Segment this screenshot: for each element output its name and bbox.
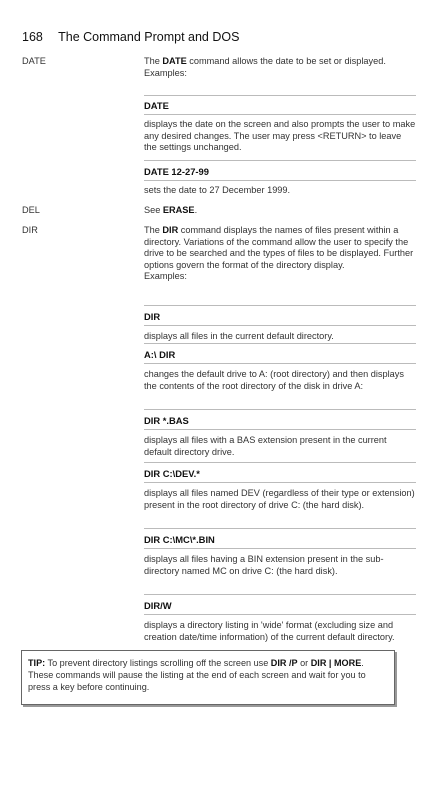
dir-example-5-desc: displays all files having a BIN extension present in the sub-directory named MC on drive C: (the hard disk).	[144, 554, 384, 576]
del-see-ref: ERASE	[162, 205, 195, 215]
tip-label: TIP:	[28, 658, 46, 668]
dir-example-4-desc: displays all files named DEV (regardless of their type or extension) present in the root directory of drive C: (the hard disk).	[144, 488, 415, 510]
divider	[144, 343, 416, 344]
date-example-1: DATE	[144, 100, 169, 111]
divider	[144, 462, 416, 463]
del-see-end: .	[194, 205, 198, 215]
term-dir: DIR	[22, 225, 38, 235]
dir-example-1: DIR	[144, 311, 161, 322]
page-number: 168	[22, 30, 43, 44]
del-description	[144, 205, 416, 217]
dir-desc-text-b: command displays the names of files present within a directory. Variations of the command allow the user to specify the drive to be searched and the types of files to be displayed. Further options govern the format of the directory display.	[144, 225, 414, 270]
term-date: DATE	[22, 56, 46, 66]
page-title: The Command Prompt and DOS	[58, 30, 240, 44]
del-see-text: See	[144, 205, 163, 215]
dir-example-2: A:\ DIR	[144, 349, 176, 360]
divider	[144, 594, 416, 595]
dir-example-2-desc: changes the default drive to A: (root directory) and then displays the contents of the root directory of the disk in drive A:	[144, 369, 404, 391]
dir-desc-text-a: The	[144, 225, 163, 235]
date-example-2: DATE 12-27-99	[144, 166, 209, 177]
dir-example-6: DIR/W	[144, 600, 172, 611]
dir-example-1-desc: displays all files in the current default directory.	[144, 331, 334, 341]
tip-text-c: . These commands will pause the listing at the end of each screen and wait for you to press a key before continuing.	[28, 658, 366, 692]
date-description	[144, 56, 416, 79]
divider	[144, 114, 416, 115]
date-examples-label: Examples:	[144, 67, 187, 78]
tip-cmd-dir-more: DIR | MORE	[310, 658, 362, 668]
dir-example-3: DIR *.BAS	[144, 415, 189, 426]
date-desc-text-b: command allows the date to be set or displayed.	[186, 56, 386, 66]
tip-text-a: To prevent directory listings scrolling off the screen use	[45, 658, 271, 668]
divider	[144, 528, 416, 529]
divider	[144, 180, 416, 181]
date-desc-text-a: The	[144, 56, 163, 66]
date-example-1-desc: displays the date on the screen and also prompts the user to make any desired changes. The user may press <RETURN> to leave the settings unchanged.	[144, 119, 416, 153]
dir-examples-label: Examples:	[144, 271, 187, 282]
divider	[144, 429, 416, 430]
dir-desc-cmd: DIR	[162, 225, 179, 235]
divider	[144, 95, 416, 96]
dir-example-3-desc: displays all files with a BAS extension present in the current default directory drive.	[144, 435, 387, 457]
term-del: DEL	[22, 205, 40, 215]
dir-example-5: DIR C:\MC\*.BIN	[144, 534, 215, 545]
dir-example-6-desc: displays a directory listing in 'wide' format (excluding size and creation date/time information) of the current default directory.	[144, 620, 395, 642]
divider	[144, 160, 416, 161]
dir-example-4: DIR C:\DEV.*	[144, 468, 200, 479]
tip-box	[21, 650, 395, 705]
divider	[144, 614, 416, 615]
tip-cmd-dir-p: DIR /P	[270, 658, 298, 668]
divider	[144, 482, 416, 483]
divider	[144, 548, 416, 549]
divider	[144, 305, 416, 306]
date-example-2-desc: sets the date to 27 December 1999.	[144, 185, 291, 195]
divider	[144, 409, 416, 410]
date-desc-cmd: DATE	[162, 56, 187, 66]
divider	[144, 325, 416, 326]
page-header	[22, 30, 239, 44]
dir-description	[144, 225, 416, 283]
divider	[144, 363, 416, 364]
tip-text-b: or	[297, 658, 311, 668]
